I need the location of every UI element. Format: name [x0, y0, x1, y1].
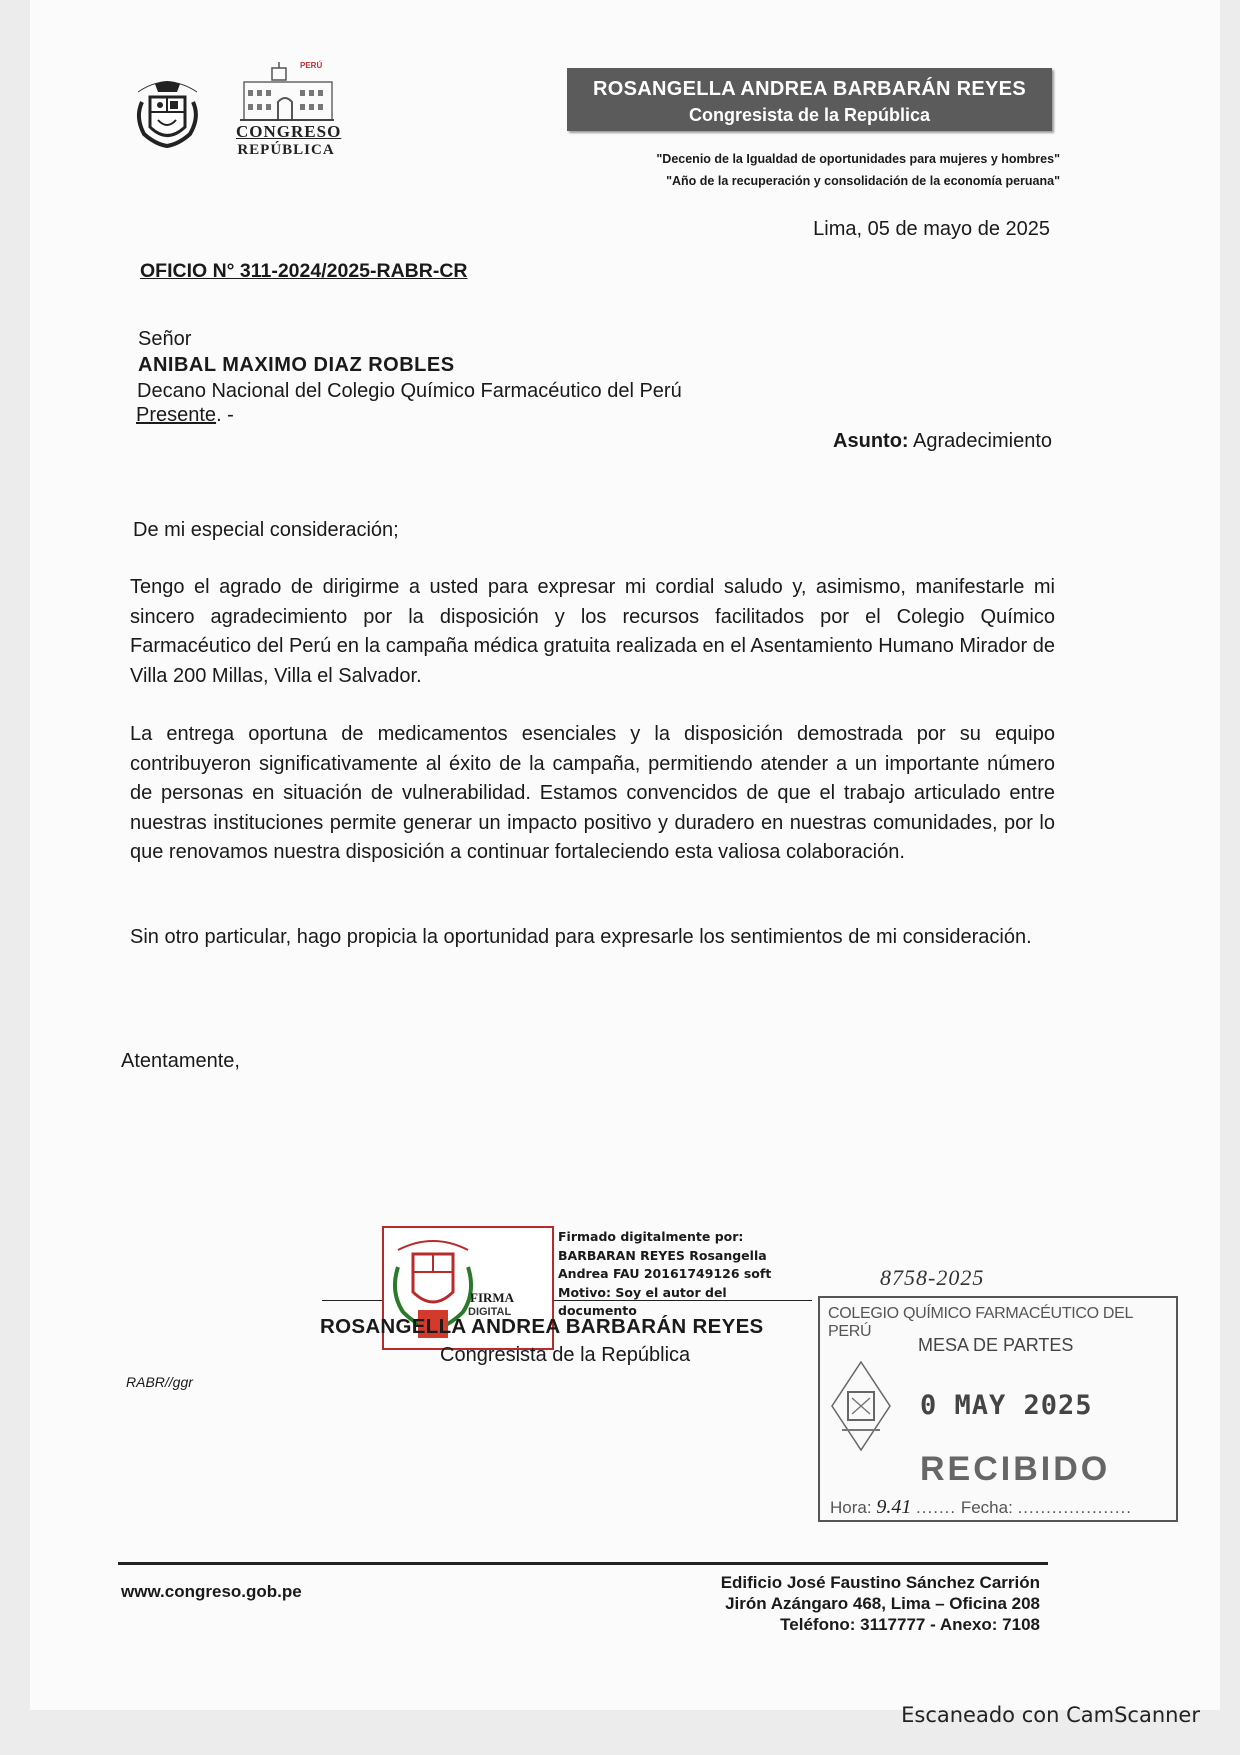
sig-meta-line: Firmado digitalmente por:	[558, 1229, 744, 1244]
signer-title: Congresista de la República	[440, 1344, 691, 1366]
digital-signature-details	[558, 1228, 788, 1321]
stamp-date: 0 MAY 2025	[920, 1390, 1093, 1421]
fecha-label: Fecha:	[960, 1498, 1013, 1517]
presente-suffix: . -	[216, 404, 234, 426]
presente-line	[136, 404, 234, 427]
salutation-title: Señor	[138, 328, 192, 350]
hora-label: Hora:	[830, 1498, 872, 1517]
recipient-position: Decano Nacional del Colegio Químico Farmacéutico del Perú	[137, 380, 682, 402]
footer-address-line: Jirón Azángaro 468, Lima – Oficina 208	[725, 1594, 1040, 1613]
banner-name: ROSANGELLA ANDREA BARBARÁN REYES	[593, 78, 1026, 100]
subject-line	[700, 430, 1052, 453]
digital-label: DIGITAL	[468, 1306, 512, 1318]
sig-meta-line: BARBARAN REYES Rosangella	[558, 1247, 767, 1263]
recipient-name: ANIBAL MAXIMO DIAZ ROBLES	[138, 354, 455, 376]
stamp-time-line: Hora: 9.41 ....... Fecha: ....................	[830, 1496, 1133, 1518]
signer-name: ROSANGELLA ANDREA BARBARÁN REYES	[320, 1315, 764, 1338]
anio-motto: "Año de la recuperación y consolidación de la economía peruana"	[666, 174, 1060, 188]
hora-value: 9.41	[876, 1496, 912, 1518]
logo-peru-label: PERÚ	[300, 61, 323, 70]
presente-word: Presente	[136, 404, 217, 426]
college-seal-icon	[830, 1360, 892, 1452]
sig-meta-line: documento	[558, 1303, 637, 1318]
year-mottos	[560, 148, 1060, 192]
subject-label: Asunto:	[833, 430, 909, 452]
peru-coat-of-arms-icon	[130, 72, 205, 157]
footer-address	[660, 1572, 1040, 1635]
letter-date: Lima, 05 de mayo de 2025	[813, 218, 1050, 240]
paragraph-1: Tengo el agrado de dirigirme a usted para expresar mi cordial saludo y, asimismo, manifestarle mi sincero agradecimiento por la disposición y los recursos facilitados por el Colegio Químico Farmacéutico del Perú en la campaña médica gratuita realizada en el Asentamiento Humano Mirador de Villa 200 Millas, Villa el Salvador.	[130, 576, 1055, 687]
stamp-handwritten-number: 8758-2025	[880, 1265, 985, 1290]
stamp-received: RECIBIDO	[920, 1450, 1111, 1488]
footer-address-line: Edificio José Faustino Sánchez Carrión	[720, 1573, 1040, 1592]
greeting: De mi especial consideración;	[133, 519, 399, 541]
stamp-organization: COLEGIO QUÍMICO FARMACÉUTICO DEL PERÚ	[828, 1305, 1133, 1340]
paragraph-3: Sin otro particular, hago propicia la oportunidad para expresarle los sentimientos de mi consideración.	[130, 926, 1032, 948]
subject-value: Agradecimiento	[913, 430, 1052, 452]
banner-title: Congresista de la República	[688, 105, 931, 125]
firma-label: FIRMA	[470, 1290, 515, 1305]
paragraph-2: La entrega oportuna de medicamentos esenciales y la disposición demostrada por su equipo contribuyeron significativamente al éxito de la campaña, permitiendo atender a un importante número de personas en situación de vulnerabilidad. Estamos convencidos de que el trabajo articulado entre nuestras instituciones permite generar un impacto positivo y duradero en nuestras comunidades, por lo que renovamos nuestra disposición a continuar fortaleciendo esta valiosa colaboración.	[130, 723, 1055, 863]
logo-line2: REPÚBLICA	[237, 142, 335, 158]
camscanner-watermark: Escaneado con CamScanner	[901, 1703, 1200, 1727]
footer-rule	[118, 1562, 1048, 1565]
stamp-department: MESA DE PARTES	[918, 1335, 1074, 1355]
footer-address-line: Teléfono: 3117777 - Anexo: 7108	[780, 1615, 1040, 1634]
reference-initials: RABR//ggr	[126, 1374, 193, 1390]
decenio-motto: "Decenio de la Igualdad de oportunidades para mujeres y hombres"	[656, 152, 1060, 166]
footer-website: www.congreso.gob.pe	[121, 1582, 302, 1601]
congreso-logo-text	[236, 122, 342, 160]
oficio-number: OFICIO N° 311-2024/2025-RABR-CR	[140, 260, 468, 282]
closing: Atentamente,	[121, 1050, 240, 1072]
sig-meta-line: Andrea FAU 20161749126 soft	[558, 1266, 772, 1281]
logo-line1: CONGRESO	[236, 122, 342, 141]
congresista-banner	[567, 68, 1052, 131]
sig-meta-line: Motivo: Soy el autor del	[558, 1284, 727, 1300]
